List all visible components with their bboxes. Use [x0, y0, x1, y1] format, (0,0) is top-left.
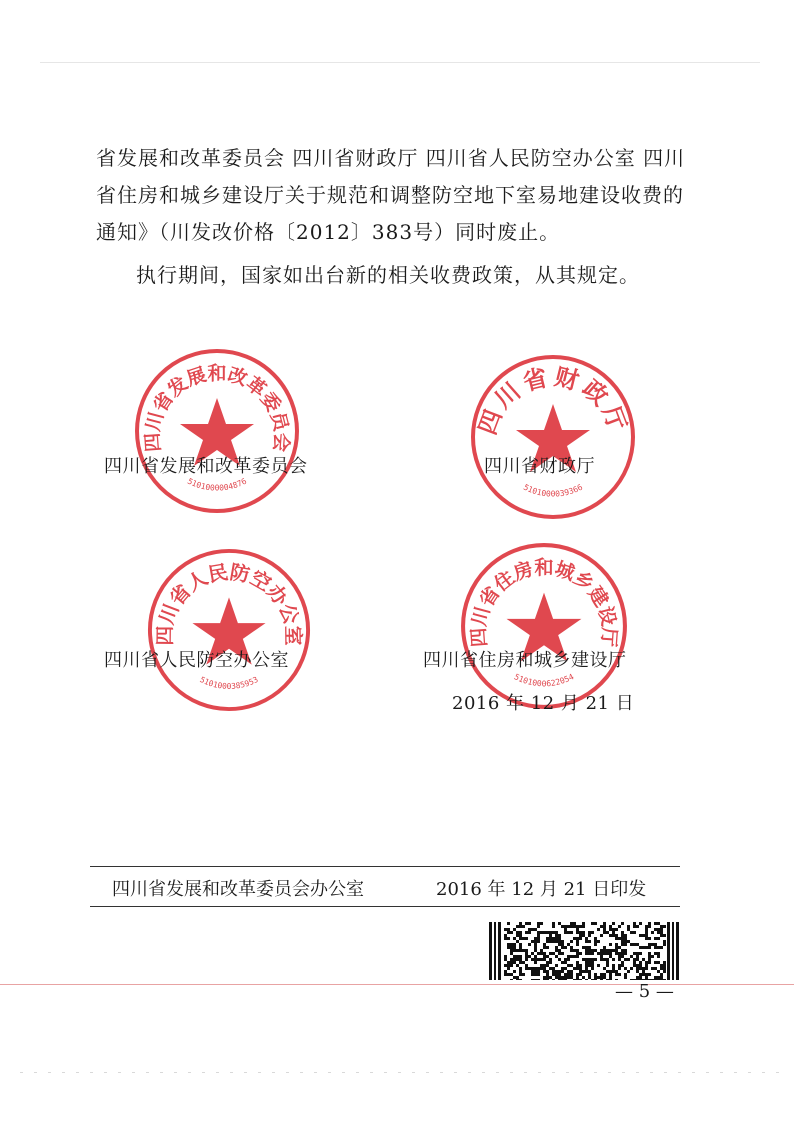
seal-civil-defense-code: 5101000385953 — [198, 675, 260, 691]
seal-ndrc-code: 5101000004876 — [185, 476, 249, 493]
seal-civil-defense — [145, 546, 313, 714]
seal-housing — [458, 540, 630, 712]
seal-housing-ring-text: 四川省住房和城乡建设厅 — [466, 555, 622, 648]
footer-rule-bottom — [90, 906, 680, 907]
body-paragraph-1: 省发展和改革委员会 四川省财政厅 四川省人民防空办公室 四川省住房和城乡建设厅关于规范和调整防空地下室易地建设收费的通知》（川发改价格〔2012〕383号）同时废止。 — [96, 146, 686, 244]
seal-civil-defense-ring-text: 四川省人民防空办公室 — [153, 560, 305, 646]
barcode — [489, 922, 679, 980]
seal-ndrc — [132, 346, 302, 516]
footer-issuer: 四川省发展和改革委员会办公室 — [112, 879, 364, 900]
seal-finance — [468, 352, 638, 522]
svg-text:5101000039366 — [522, 483, 584, 499]
seal-finance-code: 5101000039366 — [521, 482, 585, 499]
signature-date: 2016 年 12 月 21 日 — [452, 693, 635, 714]
seal-housing-code: 5101000622054 — [512, 671, 576, 689]
scan-artifact-dots — [20, 1072, 780, 1073]
signature-housing: 四川省住房和城乡建设厅 — [423, 650, 627, 671]
seal-finance-ring-text: 四川省财政厅 — [473, 362, 633, 439]
body-paragraph-2: 执行期间，国家如出台新的相关收费政策，从其规定。 — [136, 263, 640, 287]
page-edge-line — [0, 984, 794, 985]
signature-ndrc: 四川省发展和改革委员会 — [104, 456, 308, 477]
svg-text:5101000385953 — [198, 675, 260, 691]
page-number: — 5 — — [615, 981, 674, 1002]
scan-edge-line — [40, 62, 760, 63]
svg-text:5101000622054 — [513, 671, 576, 688]
svg-text:5101000004876 — [186, 477, 248, 493]
footer-issue-date: 2016 年 12 月 21 日印发 — [436, 879, 647, 900]
signature-finance: 四川省财政厅 — [484, 456, 595, 477]
signature-civil-defense: 四川省人民防空办公室 — [104, 650, 289, 671]
seal-ndrc-ring-text: 四川省发展和改革委员会 — [141, 362, 293, 453]
footer-rule-top — [90, 866, 680, 867]
